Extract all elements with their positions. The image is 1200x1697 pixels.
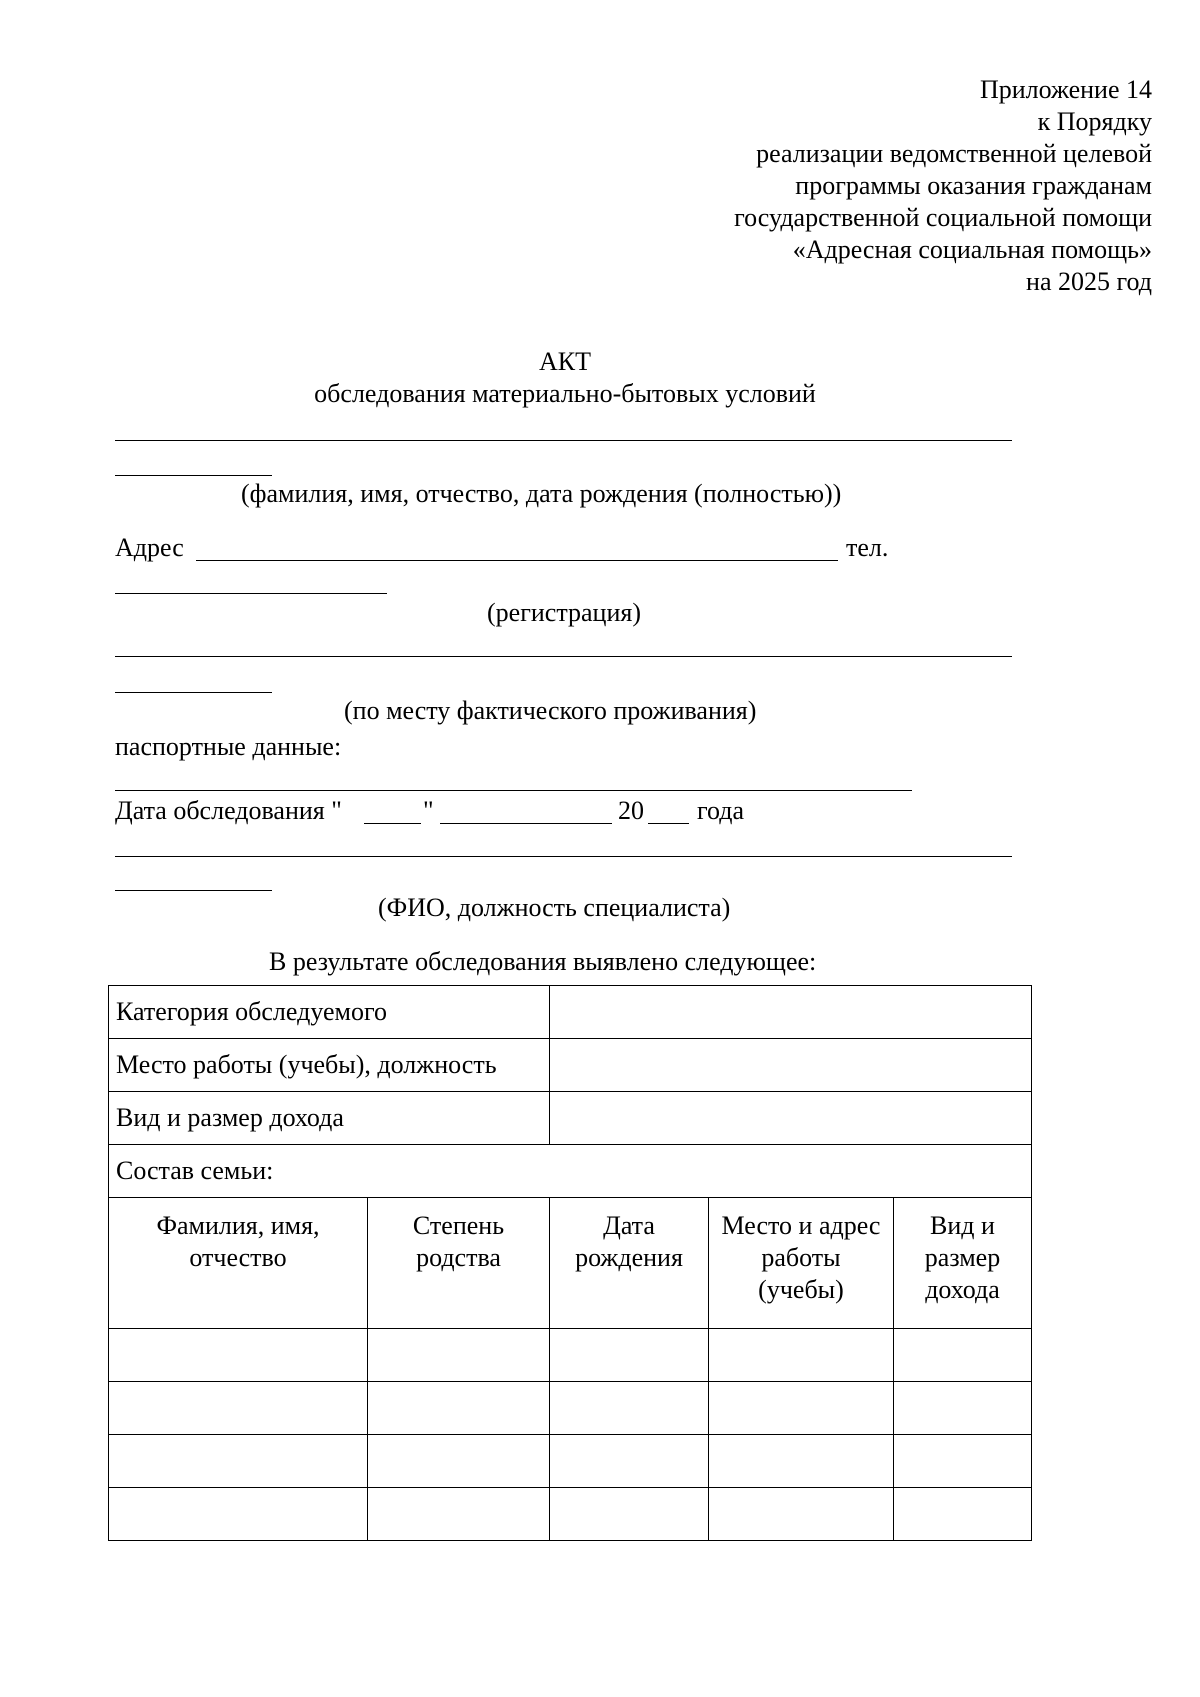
specialist-fill-line — [115, 856, 1012, 857]
phone-label: тел. — [846, 533, 889, 562]
appendix-line: к Порядку — [1037, 107, 1152, 136]
family-cell[interactable] — [368, 1382, 550, 1435]
survey-table — [108, 985, 1032, 1541]
family-cell[interactable] — [894, 1382, 1032, 1435]
family-header-workplace: Место и адрес работы (учебы) — [709, 1198, 894, 1329]
appendix-line: «Адресная социальная помощь» — [792, 235, 1152, 264]
family-cell[interactable] — [109, 1329, 368, 1382]
family-cell[interactable] — [894, 1329, 1032, 1382]
family-cell[interactable] — [368, 1329, 550, 1382]
phone-fill-line — [115, 593, 387, 594]
survey-date-label: Дата обследования " — [115, 796, 342, 825]
family-cell[interactable] — [894, 1488, 1032, 1541]
fio-fill-line-continued — [115, 475, 272, 476]
family-cell[interactable] — [709, 1435, 894, 1488]
survey-year-fill-line — [648, 823, 689, 824]
family-header-row — [109, 1198, 1032, 1329]
document-title: АКТ — [539, 347, 591, 376]
family-header-income: Вид и размер дохода — [894, 1198, 1032, 1329]
family-cell[interactable] — [709, 1329, 894, 1382]
result-intro: В результате обследования выявлено следующее: — [269, 947, 817, 976]
family-header-relation: Степень родства — [368, 1198, 550, 1329]
specialist-fill-line-continued — [115, 890, 272, 891]
appendix-line: Приложение 14 — [979, 75, 1152, 104]
address-label: Адрес — [115, 533, 184, 562]
family-cell[interactable] — [109, 1488, 368, 1541]
appendix-line: реализации ведомственной целевой — [756, 139, 1152, 168]
family-cell[interactable] — [894, 1435, 1032, 1488]
family-composition-label: Состав семьи: — [109, 1145, 1032, 1198]
family-cell[interactable] — [550, 1329, 709, 1382]
specialist-caption: (ФИО, должность специалиста) — [378, 893, 731, 922]
family-row — [109, 1488, 1032, 1541]
family-cell[interactable] — [550, 1382, 709, 1435]
appendix-header — [734, 74, 1152, 298]
family-row — [109, 1329, 1032, 1382]
appendix-line: программы оказания гражданам — [795, 171, 1152, 200]
registration-caption: (регистрация) — [487, 598, 641, 627]
family-cell[interactable] — [368, 1488, 550, 1541]
residence-fill-line — [115, 656, 1012, 657]
table-row — [109, 1145, 1032, 1198]
survey-date-quote: " — [423, 796, 434, 825]
passport-fill-line — [115, 790, 912, 791]
income-value-cell[interactable] — [550, 1092, 1032, 1145]
income-label: Вид и размер дохода — [109, 1092, 550, 1145]
document-subtitle: обследования материально-бытовых условий — [314, 379, 816, 408]
family-row — [109, 1435, 1032, 1488]
family-row — [109, 1382, 1032, 1435]
family-cell[interactable] — [709, 1382, 894, 1435]
appendix-line: государственной социальной помощи — [734, 203, 1152, 232]
workplace-label: Место работы (учебы), должность — [109, 1039, 550, 1092]
family-cell[interactable] — [709, 1488, 894, 1541]
fio-caption: (фамилия, имя, отчество, дата рождения (полностью)) — [241, 479, 842, 508]
residence-fill-line-continued — [115, 692, 272, 693]
family-cell[interactable] — [109, 1435, 368, 1488]
survey-day-fill-line — [364, 823, 421, 824]
category-value-cell[interactable] — [550, 986, 1032, 1039]
table-row — [109, 986, 1032, 1039]
category-label: Категория обследуемого — [109, 986, 550, 1039]
survey-date-century: 20 — [618, 796, 644, 825]
appendix-line: на 2025 год — [1026, 267, 1152, 296]
survey-date-year-word: года — [697, 796, 745, 825]
address-fill-line — [196, 560, 838, 561]
family-cell[interactable] — [550, 1488, 709, 1541]
family-cell[interactable] — [550, 1435, 709, 1488]
family-header-name: Фамилия, имя, отчество — [109, 1198, 368, 1329]
family-cell[interactable] — [109, 1382, 368, 1435]
actual-residence-caption: (по месту фактического проживания) — [344, 696, 757, 725]
family-cell[interactable] — [368, 1435, 550, 1488]
fio-fill-line — [115, 440, 1012, 441]
workplace-value-cell[interactable] — [550, 1039, 1032, 1092]
passport-label: паспортные данные: — [115, 732, 342, 761]
table-row — [109, 1039, 1032, 1092]
table-row — [109, 1092, 1032, 1145]
survey-month-fill-line — [440, 823, 612, 824]
family-header-birthdate: Дата рождения — [550, 1198, 709, 1329]
